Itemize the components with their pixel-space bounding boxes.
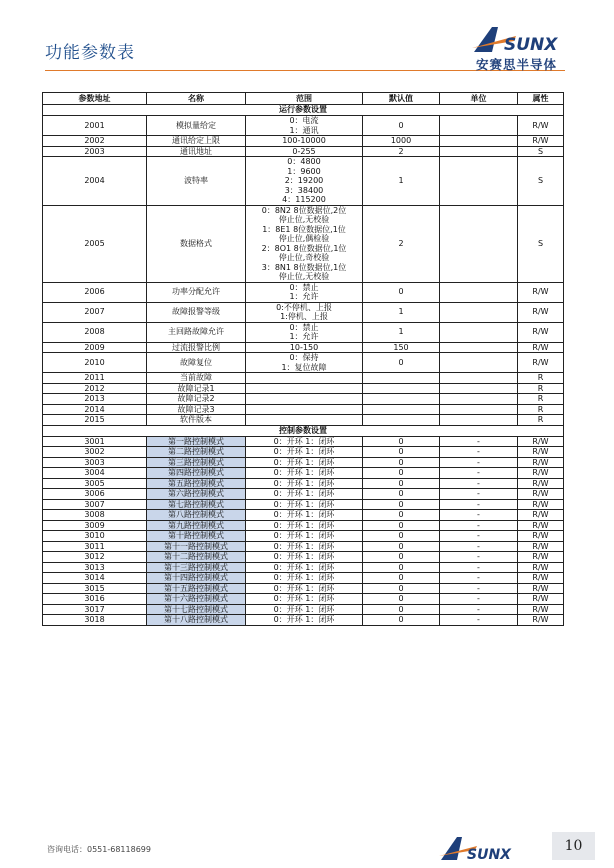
table-row — [43, 510, 564, 521]
cell-address: 3007 — [43, 499, 147, 510]
range-line: 1：8E1 8位数据位,1位 — [262, 224, 346, 234]
table-row — [43, 383, 564, 394]
table-row — [43, 116, 564, 136]
cell-default: 2 — [363, 205, 440, 282]
cell-default: 0 — [363, 531, 440, 542]
cell-name: 第十四路控制模式 — [147, 573, 246, 584]
cell-name: 通讯给定上限 — [147, 136, 246, 147]
cell-default: 1000 — [363, 136, 440, 147]
cell-unit — [440, 302, 518, 322]
cell-name: 故障复位 — [147, 353, 246, 373]
range-line: 1：允许 — [289, 292, 319, 301]
cell-unit — [440, 342, 518, 353]
cell-name: 第六路控制模式 — [147, 489, 246, 500]
cell-unit — [440, 282, 518, 302]
range-line: 3：38400 — [284, 185, 324, 195]
cell-address: 3006 — [43, 489, 147, 500]
cell-default: 0 — [363, 457, 440, 468]
cell-attribute: R/W — [518, 552, 564, 563]
header-range: 范围 — [246, 93, 363, 105]
cell-name: 第十路控制模式 — [147, 531, 246, 542]
cell-attribute: S — [518, 205, 564, 282]
cell-name: 第九路控制模式 — [147, 520, 246, 531]
cell-attribute: R/W — [518, 573, 564, 584]
cell-unit — [440, 322, 518, 342]
cell-default: 0 — [363, 573, 440, 584]
cell-range — [246, 573, 363, 584]
table-body — [43, 105, 564, 626]
cell-address: 3010 — [43, 531, 147, 542]
cell-range — [246, 322, 363, 342]
range-line: 0-255 — [292, 146, 316, 156]
cell-attribute: R/W — [518, 510, 564, 521]
range-line: 1:停机、上报 — [280, 312, 328, 321]
cell-address: 2006 — [43, 282, 147, 302]
table-row — [43, 322, 564, 342]
range-line: 0：开环 1：闭环 — [273, 583, 335, 593]
cell-address: 3012 — [43, 552, 147, 563]
table-row — [43, 520, 564, 531]
cell-name: 主回路故障允许 — [147, 322, 246, 342]
cell-address: 3008 — [43, 510, 147, 521]
cell-attribute: R — [518, 394, 564, 405]
table-row — [43, 302, 564, 322]
cell-name: 第十八路控制模式 — [147, 615, 246, 626]
table-row — [43, 541, 564, 552]
cell-name: 第七路控制模式 — [147, 499, 246, 510]
cell-unit: - — [440, 489, 518, 500]
cell-name: 波特率 — [147, 157, 246, 206]
cell-unit: - — [440, 478, 518, 489]
cell-range — [246, 342, 363, 353]
cell-range — [246, 404, 363, 415]
cell-unit: - — [440, 510, 518, 521]
cell-unit — [440, 404, 518, 415]
cell-range — [246, 116, 363, 136]
cell-unit: - — [440, 541, 518, 552]
cell-name: 第八路控制模式 — [147, 510, 246, 521]
cell-address: 3017 — [43, 604, 147, 615]
cell-default: 0 — [363, 282, 440, 302]
cell-range — [246, 615, 363, 626]
range-line: 0：保持 — [289, 353, 319, 362]
cell-name: 通讯地址 — [147, 146, 246, 157]
cell-unit — [440, 205, 518, 282]
footer-logo-a-mark — [441, 837, 462, 860]
range-line: 0：开环 1：闭环 — [273, 510, 335, 519]
cell-unit — [440, 353, 518, 373]
cell-name: 故障记录3 — [147, 404, 246, 415]
cell-default: 0 — [363, 447, 440, 458]
cell-range — [246, 489, 363, 500]
table-row — [43, 404, 564, 415]
table-row — [43, 594, 564, 605]
cell-range — [246, 468, 363, 479]
cell-name: 软件版本 — [147, 415, 246, 426]
table-row — [43, 583, 564, 594]
range-line: 0：开环 1：闭环 — [273, 499, 335, 509]
range-line: 0：电流 — [289, 116, 319, 125]
cell-default: 0 — [363, 541, 440, 552]
cell-address: 2005 — [43, 205, 147, 282]
cell-address: 2011 — [43, 373, 147, 384]
logo-wordmark: SUNX — [504, 35, 558, 55]
cell-attribute: R — [518, 415, 564, 426]
table-row — [43, 353, 564, 373]
cell-attribute: R/W — [518, 457, 564, 468]
range-line: 10-150 — [289, 342, 319, 352]
cell-range — [246, 373, 363, 384]
range-line: 0：开环 1：闭环 — [273, 436, 335, 446]
range-line: 停止位,偶检验 — [278, 234, 330, 243]
cell-default: 0 — [363, 116, 440, 136]
cell-unit — [440, 116, 518, 136]
header-unit: 单位 — [440, 93, 518, 105]
cell-attribute: R/W — [518, 594, 564, 605]
table-row — [43, 615, 564, 626]
cell-address: 3003 — [43, 457, 147, 468]
cell-attribute: R/W — [518, 583, 564, 594]
table-row — [43, 342, 564, 353]
cell-address: 2004 — [43, 157, 147, 206]
section-title: 运行参数设置 — [43, 105, 564, 116]
cell-attribute: R — [518, 383, 564, 394]
cell-address: 3011 — [43, 541, 147, 552]
cell-address: 2002 — [43, 136, 147, 147]
range-line: 3：8N1 8位数据位,1位 — [261, 262, 347, 272]
cell-name: 第三路控制模式 — [147, 457, 246, 468]
cell-address: 3002 — [43, 447, 147, 458]
cell-range — [246, 205, 363, 282]
cell-name: 第十一路控制模式 — [147, 541, 246, 552]
cell-range — [246, 478, 363, 489]
cell-attribute: R/W — [518, 447, 564, 458]
range-line: 2：8O1 8位数据位,1位 — [261, 243, 347, 253]
cell-range — [246, 541, 363, 552]
cell-range — [246, 531, 363, 542]
cell-address: 2003 — [43, 146, 147, 157]
range-line: 0：开环 1：闭环 — [273, 531, 335, 540]
table-header-row — [43, 93, 564, 105]
cell-default: 1 — [363, 302, 440, 322]
cell-attribute: R/W — [518, 499, 564, 510]
table-row — [43, 447, 564, 458]
footer-logo — [437, 832, 527, 868]
cell-range — [246, 510, 363, 521]
cell-name: 当前故障 — [147, 373, 246, 384]
cell-address: 3016 — [43, 594, 147, 605]
cell-unit: - — [440, 562, 518, 573]
cell-unit — [440, 157, 518, 206]
table-row — [43, 573, 564, 584]
range-line: 1：通讯 — [289, 125, 319, 135]
cell-default: 0 — [363, 499, 440, 510]
cell-unit: - — [440, 468, 518, 479]
cell-default — [363, 404, 440, 415]
cell-range — [246, 282, 363, 302]
cell-name: 第十六路控制模式 — [147, 594, 246, 605]
section-header-row — [43, 105, 564, 116]
cell-default — [363, 373, 440, 384]
table-row — [43, 478, 564, 489]
footer-phone: 咨询电话：0551-68118699 — [47, 845, 151, 854]
cell-address: 3014 — [43, 573, 147, 584]
cell-unit: - — [440, 615, 518, 626]
cell-address: 2013 — [43, 394, 147, 405]
table-row — [43, 468, 564, 479]
cell-unit: - — [440, 447, 518, 458]
cell-attribute: R — [518, 373, 564, 384]
asunx-logo — [470, 24, 590, 74]
table-row — [43, 415, 564, 426]
cell-name: 故障记录1 — [147, 383, 246, 394]
cell-range — [246, 604, 363, 615]
cell-name: 第二路控制模式 — [147, 447, 246, 458]
range-line: 0：开环 1：闭环 — [273, 489, 335, 498]
cell-default: 1 — [363, 322, 440, 342]
footer-logo-wordmark: SUNX — [467, 847, 511, 863]
range-line: 0：开环 1：闭环 — [273, 594, 335, 603]
header-address: 参数地址 — [43, 93, 147, 105]
cell-address: 2010 — [43, 353, 147, 373]
table-row — [43, 489, 564, 500]
cell-unit: - — [440, 583, 518, 594]
section-title: 控制参数设置 — [43, 425, 564, 436]
cell-default: 0 — [363, 436, 440, 447]
cell-unit: - — [440, 499, 518, 510]
range-line: 停止位,无校验 — [278, 215, 330, 224]
range-line: 0：4800 — [287, 157, 321, 166]
cell-default — [363, 394, 440, 405]
cell-address: 2012 — [43, 383, 147, 394]
cell-default — [363, 383, 440, 394]
cell-unit — [440, 394, 518, 405]
header-name: 名称 — [147, 93, 246, 105]
cell-attribute: R/W — [518, 604, 564, 615]
cell-name: 第十七路控制模式 — [147, 604, 246, 615]
cell-range — [246, 562, 363, 573]
cell-address: 2009 — [43, 342, 147, 353]
cell-unit — [440, 146, 518, 157]
cell-range — [246, 146, 363, 157]
cell-attribute: S — [518, 157, 564, 206]
page-number-box — [552, 832, 595, 860]
table-row — [43, 205, 564, 282]
cell-attribute: R/W — [518, 322, 564, 342]
table-row — [43, 146, 564, 157]
cell-range — [246, 394, 363, 405]
cell-name: 功率分配允许 — [147, 282, 246, 302]
cell-attribute: R/W — [518, 520, 564, 531]
range-line: 0：开环 1：闭环 — [273, 457, 335, 467]
cell-name: 第四路控制模式 — [147, 468, 246, 479]
cell-range — [246, 436, 363, 447]
cell-unit — [440, 415, 518, 426]
cell-address: 2015 — [43, 415, 147, 426]
range-line: 0：开环 1：闭环 — [273, 615, 335, 624]
cell-range — [246, 136, 363, 147]
cell-range — [246, 383, 363, 394]
range-line: 100-10000 — [282, 136, 326, 145]
cell-default: 0 — [363, 353, 440, 373]
range-line: 1：允许 — [289, 332, 319, 341]
cell-range — [246, 302, 363, 322]
table-row — [43, 531, 564, 542]
cell-attribute: R/W — [518, 353, 564, 373]
cell-range — [246, 499, 363, 510]
cell-default: 0 — [363, 510, 440, 521]
table-row — [43, 457, 564, 468]
cell-default: 0 — [363, 562, 440, 573]
cell-address: 3004 — [43, 468, 147, 479]
cell-address: 2008 — [43, 322, 147, 342]
page-number: 10 — [564, 838, 583, 854]
cell-range — [246, 447, 363, 458]
table-row — [43, 562, 564, 573]
section-header-row — [43, 425, 564, 436]
cell-name: 第十二路控制模式 — [147, 552, 246, 563]
cell-address: 3013 — [43, 562, 147, 573]
table-row — [43, 373, 564, 384]
cell-address: 2014 — [43, 404, 147, 415]
table-row — [43, 604, 564, 615]
cell-attribute: S — [518, 146, 564, 157]
logo-a-mark — [474, 27, 498, 52]
cell-default: 1 — [363, 157, 440, 206]
cell-unit: - — [440, 531, 518, 542]
cell-range — [246, 457, 363, 468]
cell-unit: - — [440, 436, 518, 447]
range-line: 停止位,无校验 — [278, 272, 330, 281]
cell-default: 0 — [363, 468, 440, 479]
cell-name: 故障记录2 — [147, 394, 246, 405]
header-default: 默认值 — [363, 93, 440, 105]
cell-attribute: R/W — [518, 541, 564, 552]
cell-address: 3001 — [43, 436, 147, 447]
cell-attribute: R — [518, 404, 564, 415]
cell-name: 第一路控制模式 — [147, 436, 246, 447]
cell-default: 0 — [363, 604, 440, 615]
range-line: 0：开环 1：闭环 — [273, 447, 335, 456]
range-line: 1：复位故障 — [281, 362, 327, 372]
range-line: 4：115200 — [282, 195, 326, 204]
cell-unit — [440, 373, 518, 384]
range-line: 0:不停机、上报 — [276, 302, 332, 312]
cell-attribute: R/W — [518, 116, 564, 136]
cell-range — [246, 157, 363, 206]
range-line: 0：开环 1：闭环 — [273, 573, 335, 582]
range-line: 0：开环 1：闭环 — [273, 520, 335, 530]
cell-attribute: R/W — [518, 468, 564, 479]
cell-unit: - — [440, 520, 518, 531]
cell-default: 0 — [363, 478, 440, 489]
table-row — [43, 394, 564, 405]
cell-range — [246, 583, 363, 594]
table-row — [43, 136, 564, 147]
cell-address: 2001 — [43, 116, 147, 136]
table-row — [43, 436, 564, 447]
cell-name: 数据格式 — [147, 205, 246, 282]
cell-unit: - — [440, 604, 518, 615]
table-row — [43, 499, 564, 510]
cell-default: 0 — [363, 594, 440, 605]
cell-address: 3005 — [43, 478, 147, 489]
range-line: 0：开环 1：闭环 — [273, 541, 335, 551]
table-row — [43, 157, 564, 206]
cell-default — [363, 415, 440, 426]
range-line: 0：8N2 8位数据位,2位 — [261, 205, 347, 215]
cell-name: 第五路控制模式 — [147, 478, 246, 489]
cell-default: 150 — [363, 342, 440, 353]
cell-unit: - — [440, 552, 518, 563]
cell-attribute: R/W — [518, 489, 564, 500]
range-line: 0：开环 1：闭环 — [273, 478, 335, 488]
cell-range — [246, 520, 363, 531]
cell-default: 0 — [363, 552, 440, 563]
cell-name: 第十五路控制模式 — [147, 583, 246, 594]
table-row — [43, 282, 564, 302]
cell-attribute: R/W — [518, 136, 564, 147]
cell-unit: - — [440, 457, 518, 468]
parameter-table — [42, 92, 564, 626]
cell-address: 3015 — [43, 583, 147, 594]
cell-attribute: R/W — [518, 282, 564, 302]
cell-name: 故障报警等级 — [147, 302, 246, 322]
cell-name: 过流报警比例 — [147, 342, 246, 353]
range-line: 0：禁止 — [289, 322, 319, 332]
cell-attribute: R/W — [518, 531, 564, 542]
cell-attribute: R/W — [518, 562, 564, 573]
cell-name: 模拟量给定 — [147, 116, 246, 136]
cell-unit: - — [440, 594, 518, 605]
range-line: 0：开环 1：闭环 — [273, 604, 335, 614]
range-line: 2：19200 — [284, 176, 324, 185]
cell-default: 0 — [363, 520, 440, 531]
header-attribute: 属性 — [518, 93, 564, 105]
cell-default: 2 — [363, 146, 440, 157]
page-title: 功能参数表 — [45, 43, 135, 63]
cell-range — [246, 594, 363, 605]
range-line: 1：9600 — [287, 166, 321, 176]
cell-address: 3009 — [43, 520, 147, 531]
range-line: 0：开环 1：闭环 — [273, 552, 335, 561]
cell-unit — [440, 383, 518, 394]
cell-attribute: R/W — [518, 342, 564, 353]
cell-unit: - — [440, 573, 518, 584]
cell-default: 0 — [363, 583, 440, 594]
cell-default: 0 — [363, 489, 440, 500]
table-row — [43, 552, 564, 563]
cell-range — [246, 415, 363, 426]
cell-address: 3018 — [43, 615, 147, 626]
cell-attribute: R/W — [518, 436, 564, 447]
cell-default: 0 — [363, 615, 440, 626]
range-line: 0：禁止 — [289, 282, 319, 292]
cell-attribute: R/W — [518, 615, 564, 626]
cell-attribute: R/W — [518, 302, 564, 322]
cell-range — [246, 552, 363, 563]
company-name: 安赛思半导体 — [476, 57, 558, 72]
cell-name: 第十三路控制模式 — [147, 562, 246, 573]
cell-unit — [440, 136, 518, 147]
cell-address: 2007 — [43, 302, 147, 322]
range-line: 0：开环 1：闭环 — [273, 468, 335, 477]
range-line: 停止位,奇校验 — [278, 253, 330, 262]
range-line: 0：开环 1：闭环 — [273, 562, 335, 572]
cell-range — [246, 353, 363, 373]
cell-attribute: R/W — [518, 478, 564, 489]
